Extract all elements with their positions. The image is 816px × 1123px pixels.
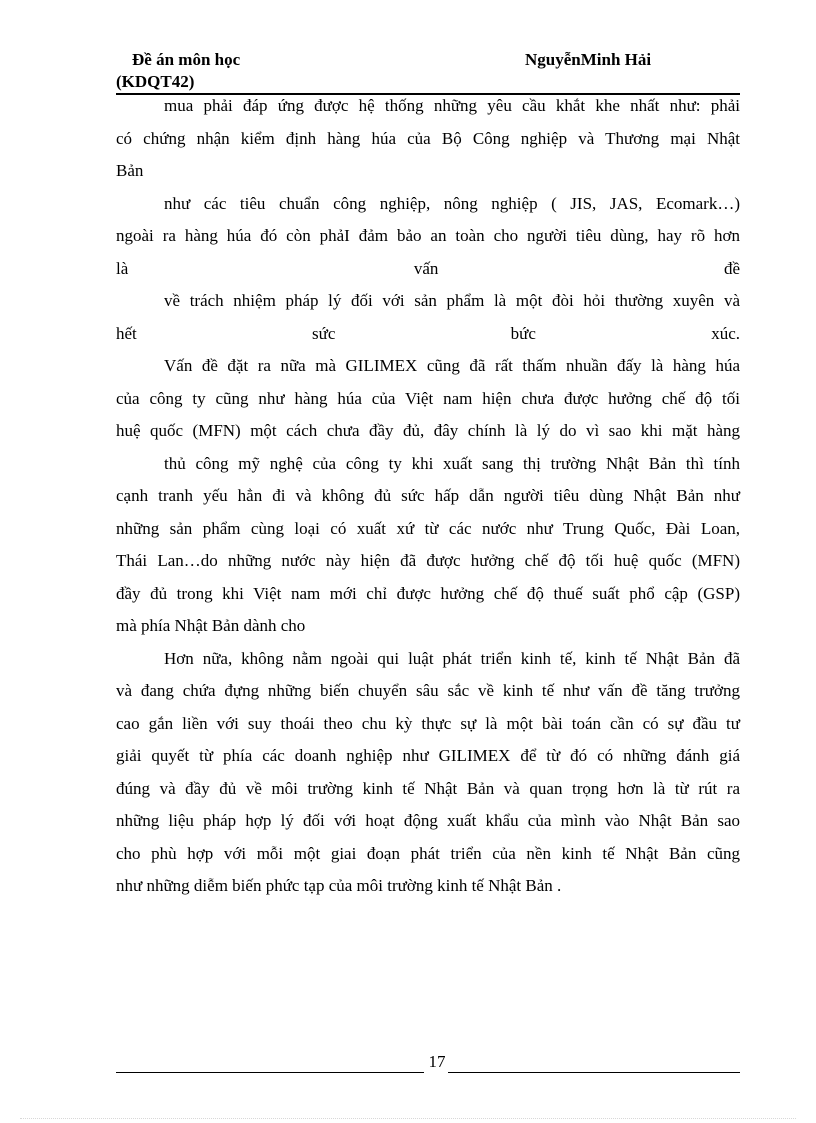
author-name: NguyễnMinh Hải	[525, 50, 652, 69]
text-line: và đang chứa đựng những biến chuyển sâu sắc về kinh tế như vấn đề tăng trưởng	[116, 681, 740, 700]
page-number: 17	[428, 1052, 446, 1071]
footer-rule-right	[448, 1072, 740, 1073]
text-line: đúng và đầy đủ về môi trường kinh tế Nhật Bản và quan trọng hơn là từ rút ra	[116, 778, 740, 798]
course-title-line-1: Đề án môn học	[132, 50, 241, 69]
text-line: của công ty cũng như hàng húa của Việt nam hiện chưa được hưởng chế độ tối	[116, 388, 740, 408]
text-line: những liệu pháp hợp lý đối với hoạt động xuất khẩu của mình vào Nhật Bản sao	[116, 811, 740, 830]
text-line: như những diễm biến phức tạp của môi trường kinh tế Nhật Bản .	[116, 876, 562, 895]
text-line: như các tiêu chuẩn công nghiệp, nông nghiệp ( JIS, JAS, Ecomark…)	[164, 193, 740, 213]
text-line: đầy đủ trong khi Việt nam mới chỉ được hưởng chế độ thuế suất phổ cập (GSP)	[116, 583, 740, 603]
text-line: những sản phẩm cùng loại có xuất xứ từ các nước như Trung Quốc, Đài Loan,	[116, 518, 740, 538]
course-title-line-2: (KDQT42)	[116, 72, 195, 91]
text-line: huệ quốc (MFN) một cách chưa đầy đủ, đây chính là lý do vì sao khi mặt hàng	[116, 421, 740, 440]
text-line: cạnh tranh yếu hẳn đi và không đủ sức hấp dẫn người tiêu dùng Nhật Bản như	[116, 486, 740, 505]
text-line: cho phù hợp với mỗi một giai đoạn phát triển của nền kinh tế Nhật Bản cũng	[116, 843, 740, 863]
footer-rule-left	[116, 1072, 424, 1073]
text-line: có chứng nhận kiểm định hàng húa của Bộ Công nghiệp và Thương mại Nhật	[116, 128, 740, 148]
text-line: Vấn đề đặt ra nữa mà GILIMEX cũng đã rất thấm nhuần đấy là hàng húa	[164, 356, 740, 375]
text-line: là vấn đề	[116, 258, 740, 278]
text-line: Hơn nữa, không nằm ngoài qui luật phát triển kinh tế, kinh tế Nhật Bản đã	[164, 648, 740, 668]
text-line: Bản	[116, 161, 144, 180]
course-title	[116, 49, 240, 93]
body-text	[116, 90, 740, 903]
text-line: mà phía Nhật Bản dành cho	[116, 616, 306, 635]
text-line: mua phải đáp ứng được hệ thống những yêu cầu khắt khe nhất như: phải	[164, 96, 740, 115]
text-line: thủ công mỹ nghệ của công ty khi xuất sang thị trường Nhật Bản thì tính	[164, 453, 740, 473]
text-line: ngoài ra hàng húa đó còn phảI đảm bảo an toàn cho người tiêu dùng, hay rõ hơn	[116, 226, 740, 245]
text-line: giải quyết từ phía các doanh nghiệp như GILIMEX để từ đó có những đánh giá	[116, 746, 740, 765]
text-line: Thái Lan…do những nước này hiện đã được hưởng chế độ tối huệ quốc (MFN)	[116, 551, 740, 570]
page-bottom-edge	[20, 1118, 796, 1119]
text-line: về trách nhiệm pháp lý đối với sản phẩm là một đòi hỏi thường xuyên và	[164, 291, 740, 310]
text-line: cao gắn liền với suy thoái theo chu kỳ thực sự là một bài toán cần có sự đầu tư	[116, 713, 740, 733]
text-line: hết sức bức xúc.	[116, 323, 740, 343]
page-footer	[116, 1052, 740, 1076]
